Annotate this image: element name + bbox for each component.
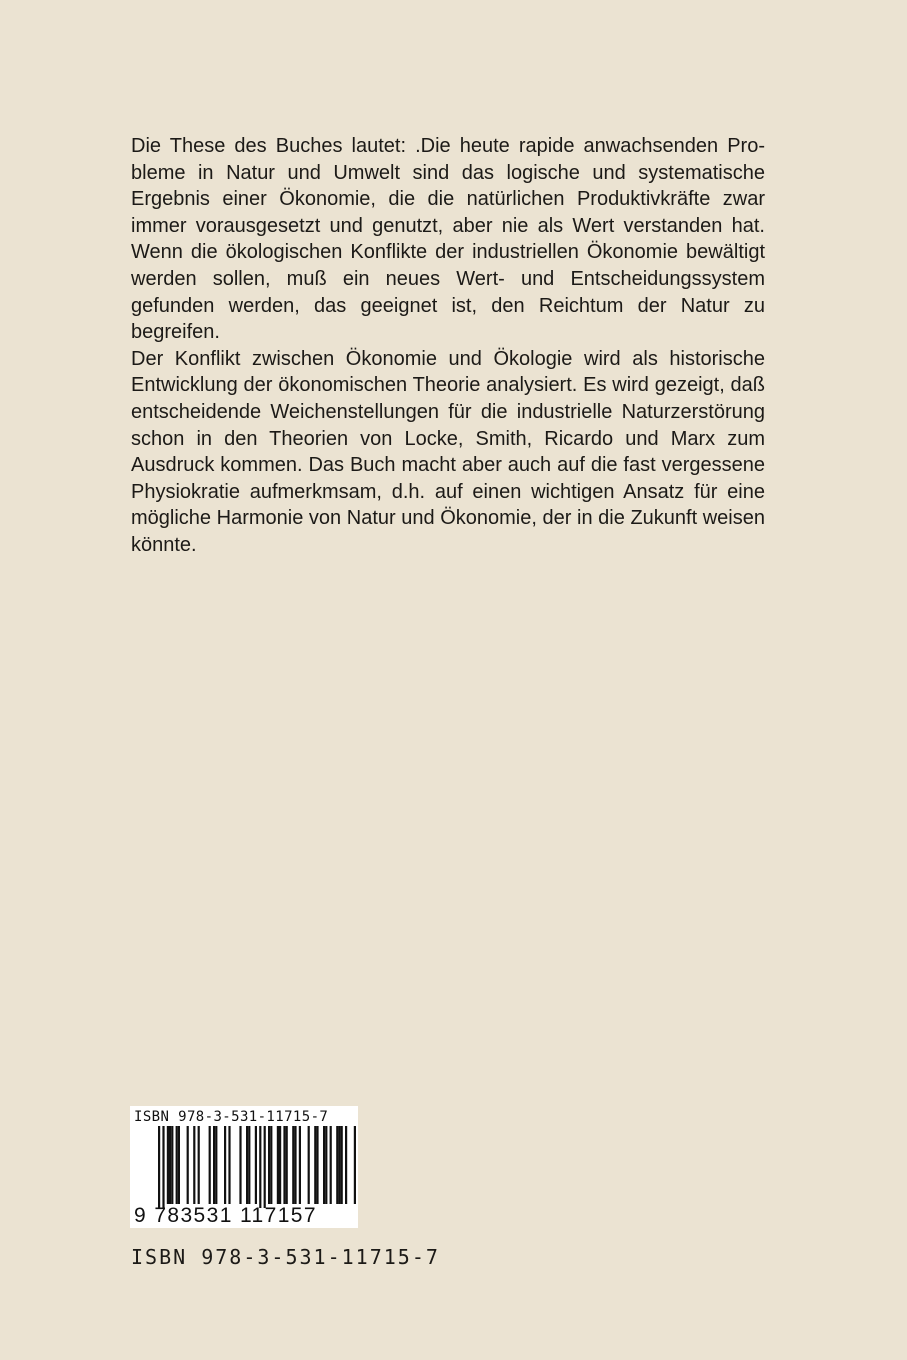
barcode-bar xyxy=(176,1126,178,1204)
barcode-bar xyxy=(259,1126,261,1208)
barcode-bar xyxy=(341,1126,343,1204)
barcode-bar xyxy=(308,1126,310,1204)
barcode xyxy=(130,1106,358,1228)
blurb-paragraph: Die These des Buches lautet: .Die heute rapide anwachsenden Probleme in Natur und Umwelt sind das logische und systematische Ergebnis einer Ökonomie, die die natürlichen Produktivkräfte zwar immer vorausgesetzt und genutzt, aber nie als Wert verstanden hat. Wenn die ökologischen Konflikte der industriellen Ökonomie bewältigt werden sollen, muß ein neues Wert- und Entscheidungssystem gefunden werden, das geeignet ist, den Reichtum der Natur zu begreifen. xyxy=(131,135,765,344)
barcode-bar xyxy=(215,1126,217,1204)
back-cover-blurb xyxy=(131,133,765,559)
barcode-bar xyxy=(246,1126,248,1204)
barcode-bar xyxy=(264,1126,266,1208)
barcode-bar xyxy=(209,1126,211,1204)
barcode-bar xyxy=(162,1126,164,1208)
barcode-bar xyxy=(345,1126,347,1204)
blurb-paragraph: Der Konflikt zwischen Ökonomie und Ökologie wird als historische Entwicklung der ökonomischen Theorie analysiert. Es wird gezeigt, daß entscheidende Weichenstellungen für die industrielle Naturzerstörung schon in den Theorien von Locke, Smith, Ricardo und Marx zum Ausdruck kommen. Das Buch macht aber auch auf die fast vergessene Physiokratie aufmerkmsam, d.h. auf einen wichtigen Ansatz für eine mögliche Harmonie von Natur und Ökonomie, der in die Zukunft weisen könnte. xyxy=(131,347,765,556)
barcode-bar xyxy=(169,1126,171,1204)
barcode-bar xyxy=(239,1126,241,1204)
barcode-bar xyxy=(187,1126,189,1204)
barcode-bar xyxy=(325,1126,327,1204)
barcode-digits: 9 783531 117157 xyxy=(134,1204,317,1227)
barcode-bar xyxy=(193,1126,195,1204)
barcode-bar xyxy=(292,1126,294,1204)
barcode-bar xyxy=(336,1126,338,1204)
barcode-bar xyxy=(255,1126,257,1204)
barcode-bar xyxy=(354,1126,356,1204)
barcode-bar xyxy=(279,1126,281,1204)
barcode-bar xyxy=(286,1126,288,1204)
barcode-bar xyxy=(268,1126,270,1204)
barcode-isbn-label: ISBN 978-3-531-11715-7 xyxy=(134,1109,329,1125)
barcode-bar xyxy=(277,1126,279,1204)
barcode-bar xyxy=(158,1126,160,1208)
barcode-bar xyxy=(314,1126,316,1204)
barcode-bar xyxy=(167,1126,169,1204)
barcode-bar xyxy=(178,1126,180,1204)
barcode-bar xyxy=(198,1126,200,1204)
barcode-bar xyxy=(299,1126,301,1204)
barcode-bar xyxy=(270,1126,272,1204)
barcode-bar xyxy=(224,1126,226,1204)
barcode-bar xyxy=(316,1126,318,1204)
barcode-bar xyxy=(171,1126,173,1204)
barcode-bar xyxy=(248,1126,250,1204)
barcode-bar xyxy=(323,1126,325,1204)
barcode-bar xyxy=(294,1126,296,1204)
barcode-bars xyxy=(130,1126,358,1208)
barcode-bar xyxy=(283,1126,285,1204)
barcode-bar xyxy=(338,1126,340,1204)
barcode-bar xyxy=(228,1126,230,1204)
barcode-bar xyxy=(330,1126,332,1204)
barcode-bar xyxy=(213,1126,215,1204)
isbn-footer: ISBN 978-3-531-11715-7 xyxy=(131,1245,440,1269)
